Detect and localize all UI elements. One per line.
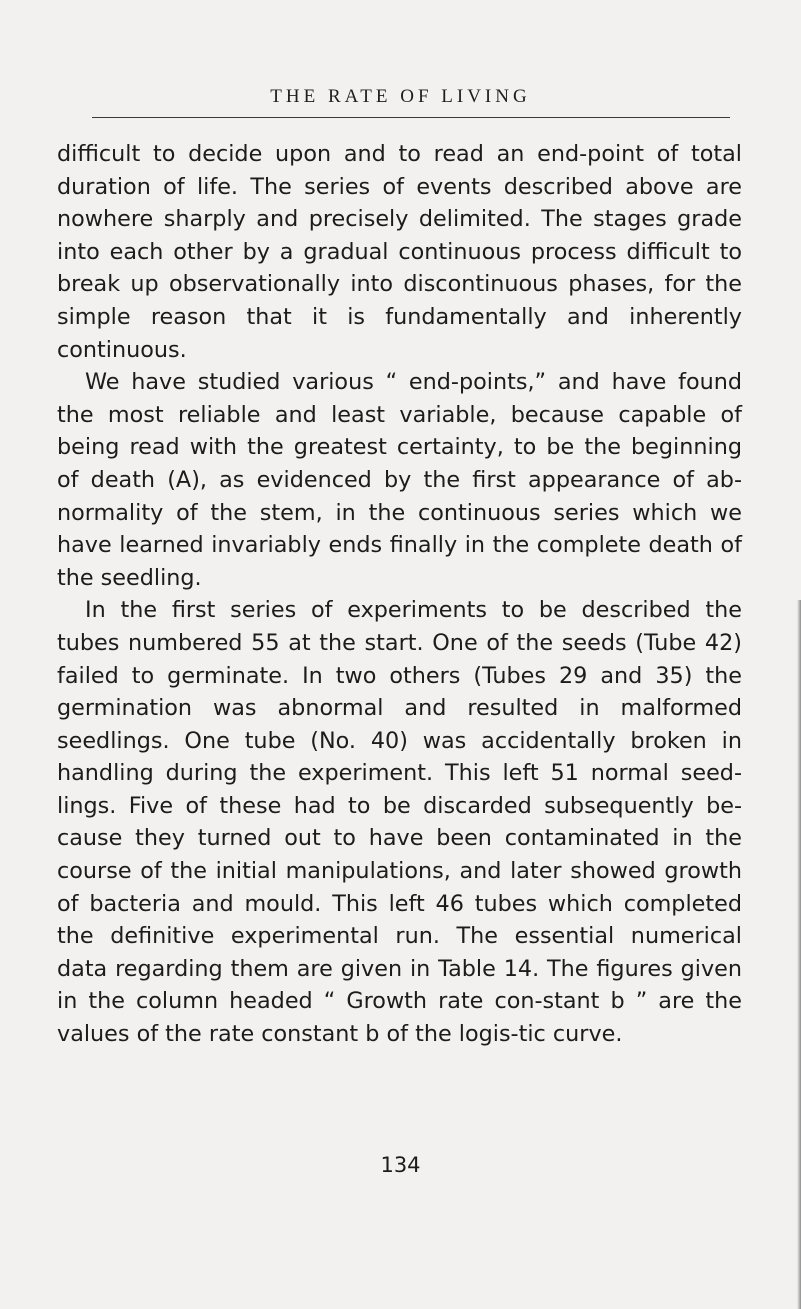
running-head: THE RATE OF LIVING bbox=[270, 86, 531, 107]
paragraph-1: difficult to decide upon and to read an end-point of total duration of life. The series of events described above are nowhere sharply and precisely delimited. The stages grade into each other by a gradual continuous process difficult to break up observationally into discontinuous phases, for the simple reason that it is fundamentally and inherently continuous. bbox=[57, 141, 742, 363]
page-edge-shadow bbox=[797, 600, 801, 1309]
paragraph-3: In the first series of experiments to be described the tubes numbered 55 at the start. One of the seeds (Tube 42) failed to germinate. In two others (Tubes 29 and 35) the germination was abnormal and resulted in malformed seedlings. One tube (No. 40) was accidentally broken in handling during the experiment. This left 51 normal seed-lings. Five of these had to be discarded subsequently be-cause they turned out to have been contaminated in the course of the initial manipulations, and later showed growth of bacteria and mould. This left 46 tubes which completed the definitive experimental run. The essential numerical data regarding them are given in Table 14. The figures given in the column headed “ Growth rate con-stant b ” are the values of the rate constant b of the logis-tic curve. bbox=[57, 597, 742, 1048]
header-rule bbox=[92, 117, 730, 118]
body-text bbox=[57, 138, 742, 1051]
paragraph-2: We have studied various “ end-points,” and have found the most reliable and least variable, because capable of being read with the greatest certainty, to be the beginning of death (A), as evidenced by the first appearance of ab-normality of the stem, in the continuous series which we have learned invariably ends finally in the complete death of the seedling. bbox=[57, 369, 742, 591]
page-number: 134 bbox=[380, 1153, 421, 1177]
